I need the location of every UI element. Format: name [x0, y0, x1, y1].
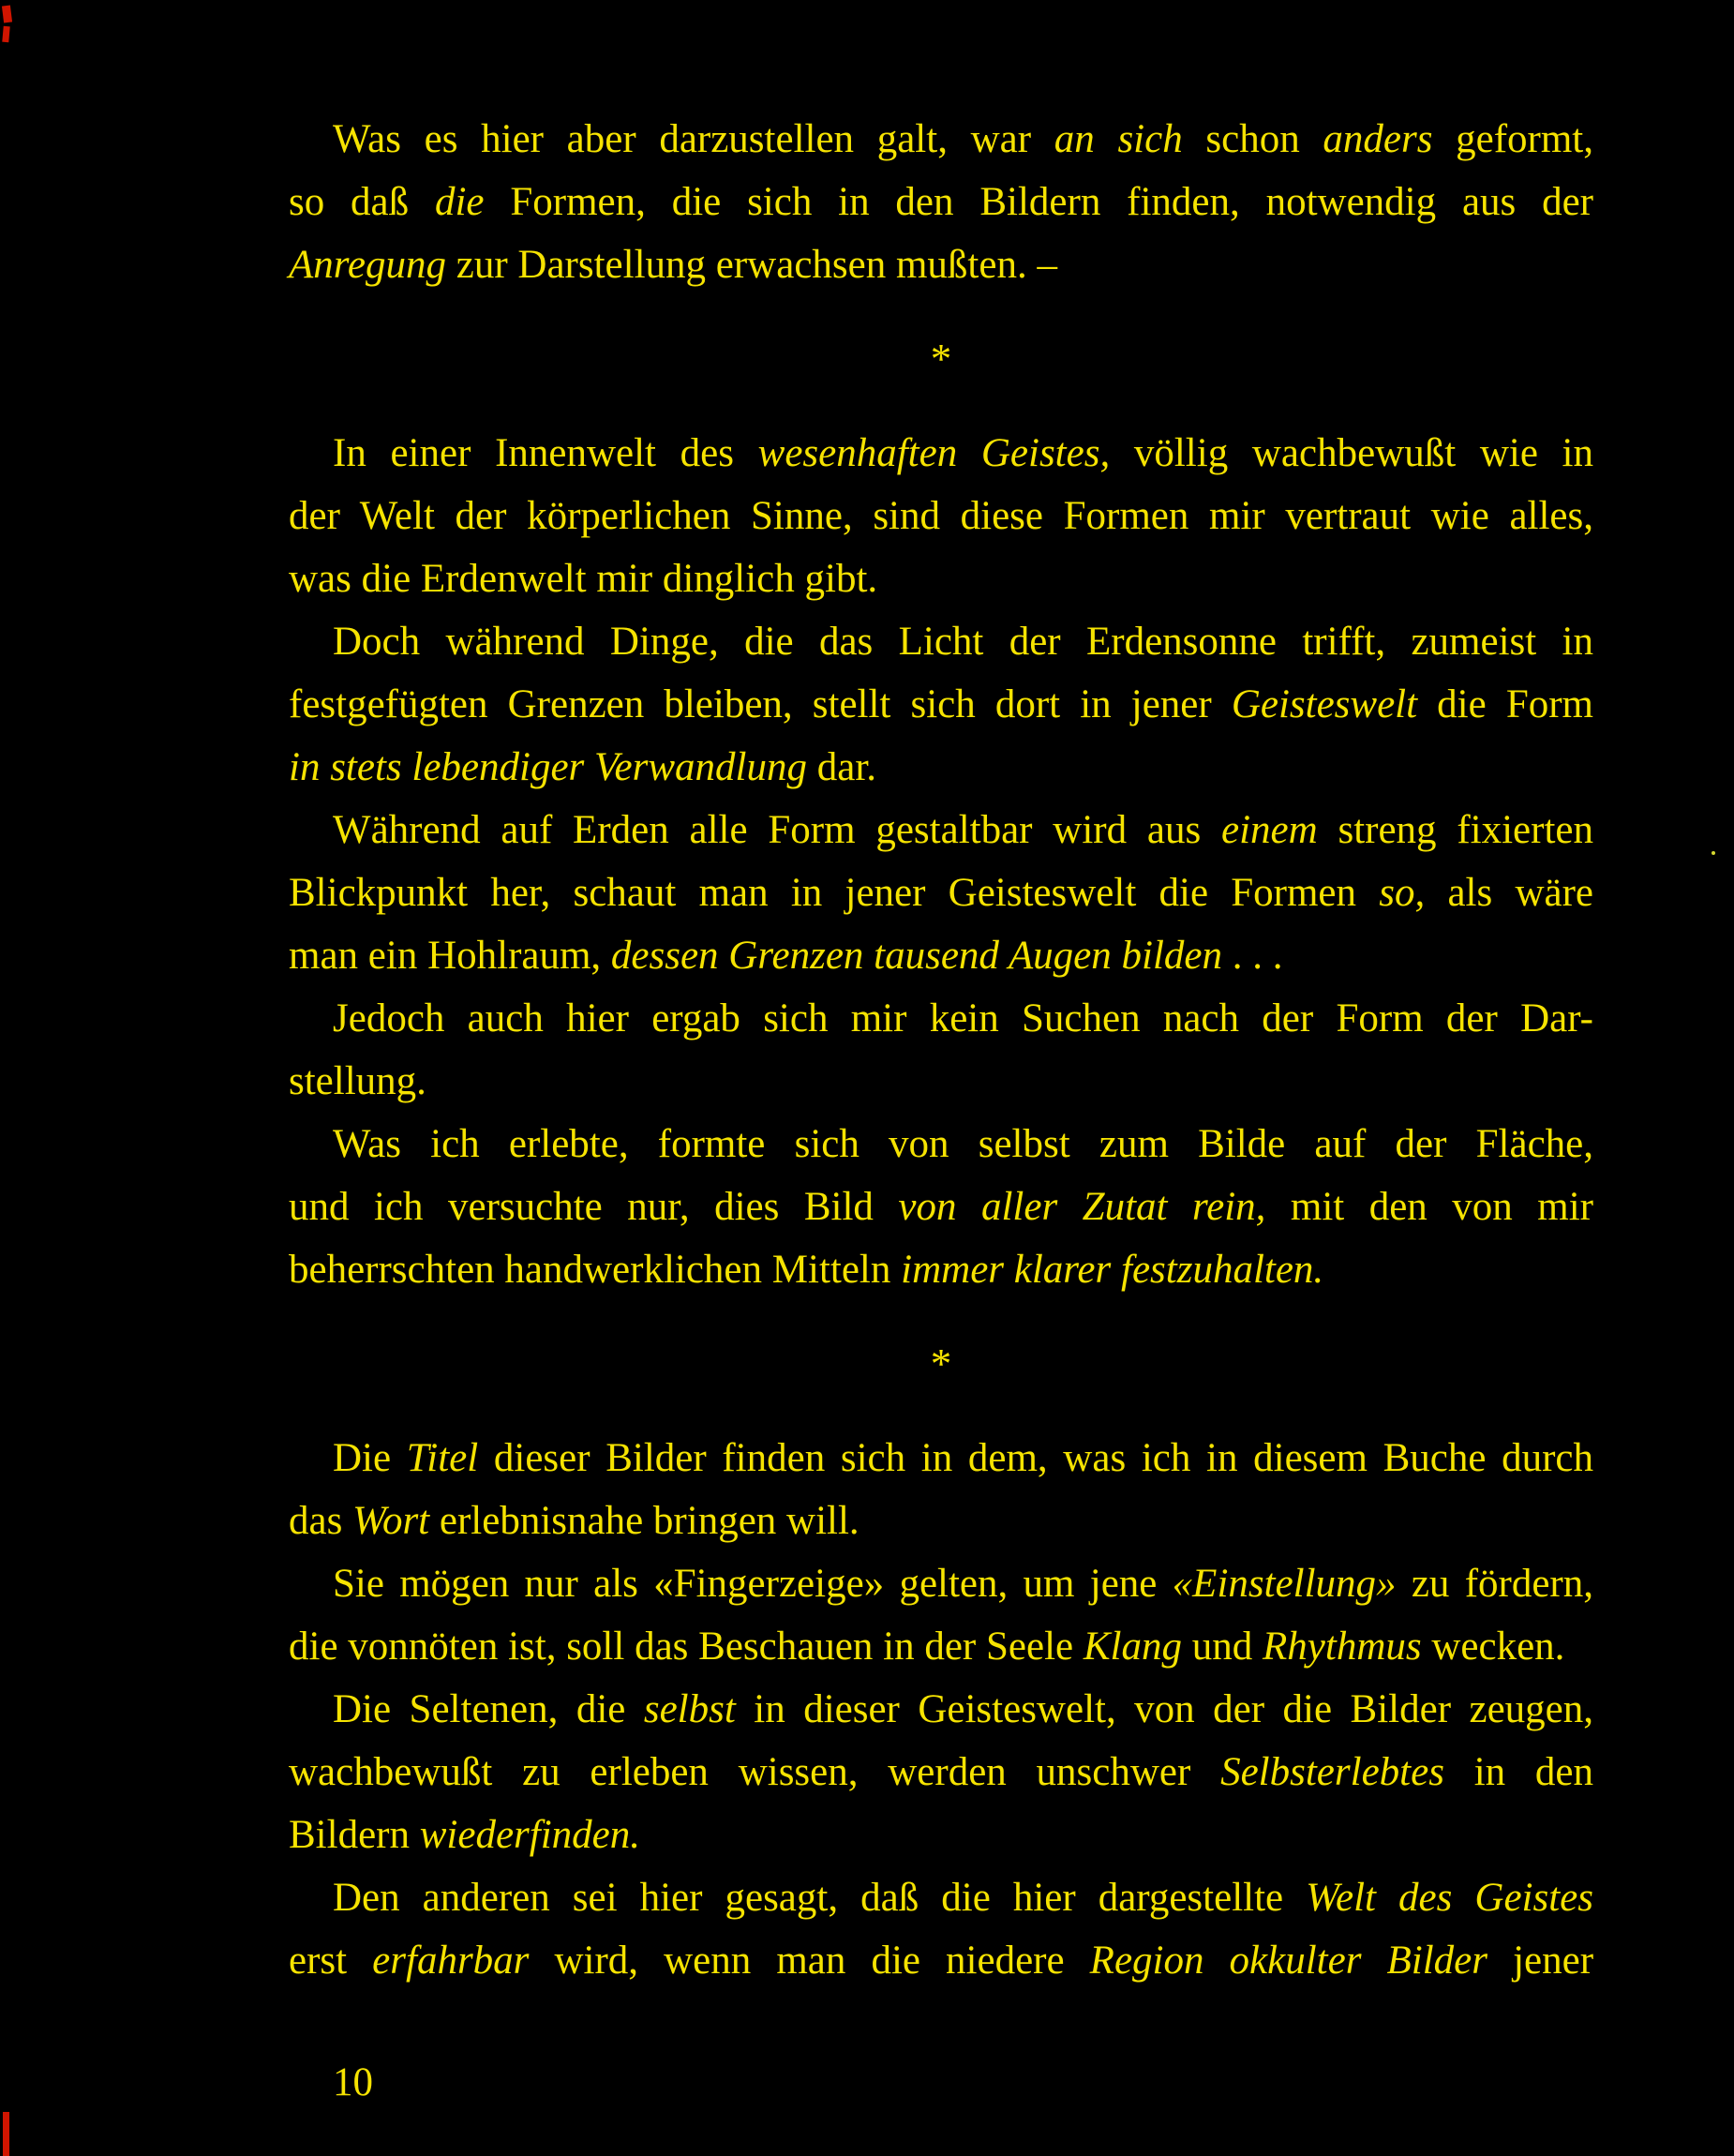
text-line — [289, 1929, 1593, 1992]
text-line — [289, 1238, 1593, 1301]
red-pen-mark-top-2 — [2, 26, 9, 43]
text-line-content: der Welt der körperlichen Sinne, sind diese Formen mir vertraut wie alles, — [289, 494, 1593, 538]
text-line-content: Was ich erlebte, formte sich von selbst zum Bilde auf der Fläche, — [333, 1122, 1593, 1166]
text-line-content: In einer Innenwelt des wesenhaften Geistes, völlig wachbewußt wie in — [333, 431, 1594, 475]
text-line — [289, 547, 1593, 610]
text-line-content: was die Erdenwelt mir dinglich gibt. — [289, 557, 878, 601]
text-line-content: Den anderen sei hier gesagt, daß die hier dargestellte Welt des Geistes — [333, 1876, 1593, 1920]
page-number: 10 — [333, 2060, 373, 2104]
text-line-content: Blickpunkt her, schaut man in jener Geisteswelt die Formen so, als wäre — [289, 871, 1593, 915]
text-line-content: Bildern wiederfinden. — [289, 1813, 640, 1857]
text-line-content: Doch während Dinge, die das Licht der Erdensonne trifft, zumeist in — [333, 620, 1593, 664]
text-line-content: und ich versuchte nur, dies Bild von aller Zutat rein, mit den von mir — [289, 1185, 1593, 1229]
text-line-content: man ein Hohlraum, dessen Grenzen tausend Augen bilden . . . — [289, 934, 1283, 978]
text-line — [289, 422, 1593, 485]
text-line — [289, 861, 1593, 924]
text-line — [289, 1050, 1593, 1113]
text-line — [289, 1866, 1593, 1929]
text-line — [289, 799, 1593, 861]
text-line-content: das Wort erlebnisnahe bringen will. — [289, 1499, 860, 1543]
text-line-content: stellung. — [289, 1059, 426, 1103]
text-line — [289, 924, 1593, 987]
text-line-content: Anregung zur Darstellung erwachsen mußten. – — [289, 243, 1057, 287]
red-pen-mark-top-1 — [2, 6, 12, 23]
text-line — [289, 1175, 1593, 1238]
section-divider-asterisk: * — [930, 1340, 952, 1387]
text-line — [289, 1804, 1593, 1866]
text-line-content: Die Seltenen, die selbst in dieser Geisteswelt, von der die Bilder zeugen, — [333, 1687, 1593, 1731]
text-line — [289, 171, 1593, 233]
dust-speck — [1712, 851, 1715, 855]
text-line — [289, 108, 1593, 171]
text-line — [289, 1678, 1593, 1741]
text-line — [289, 1741, 1593, 1804]
text-line — [289, 485, 1593, 547]
text-line-content: die vonnöten ist, soll das Beschauen in der Seele Klang und Rhythmus wecken. — [289, 1624, 1565, 1669]
text-line-content: festgefügten Grenzen bleiben, stellt sich dort in jener Geisteswelt die Form — [289, 682, 1593, 726]
text-line — [289, 233, 1593, 296]
text-line — [289, 610, 1593, 673]
text-line — [289, 987, 1593, 1050]
text-line-content: Was es hier aber darzustellen galt, war an sich schon anders geformt, — [333, 117, 1593, 161]
text-line — [289, 1552, 1593, 1615]
text-line — [289, 736, 1593, 799]
text-line-content: Die Titel dieser Bilder finden sich in dem, was ich in diesem Buche durch — [333, 1436, 1593, 1480]
text-line-content: Jedoch auch hier ergab sich mir kein Suchen nach der Form der Dar- — [333, 996, 1593, 1041]
text-block — [289, 108, 1593, 1992]
text-line-content: so daß die Formen, die sich in den Bildern finden, notwendig aus der — [289, 180, 1593, 224]
text-line — [289, 1427, 1593, 1490]
text-line-content: Während auf Erden alle Form gestaltbar wird aus einem streng fixierten — [333, 808, 1593, 852]
red-pen-mark-bottom — [3, 2112, 9, 2156]
text-line-content: erst erfahrbar wird, wenn man die niedere Region okkulter Bilder jener — [289, 1939, 1594, 1983]
text-line-content: Sie mögen nur als «Fingerzeige» gelten, um jene «Einstellung» zu fördern, — [333, 1562, 1593, 1606]
text-line-content: in stets lebendiger Verwandlung dar. — [289, 745, 877, 789]
text-line — [289, 673, 1593, 736]
text-line-content: beherrschten handwerklichen Mitteln immer klarer festzuhalten. — [289, 1248, 1324, 1292]
text-line-content: wachbewußt zu erleben wissen, werden unschwer Selbsterlebtes in den — [289, 1750, 1593, 1794]
section-divider-asterisk: * — [930, 336, 952, 382]
text-line — [289, 1490, 1593, 1552]
text-line — [289, 1615, 1593, 1678]
text-line — [289, 1113, 1593, 1175]
